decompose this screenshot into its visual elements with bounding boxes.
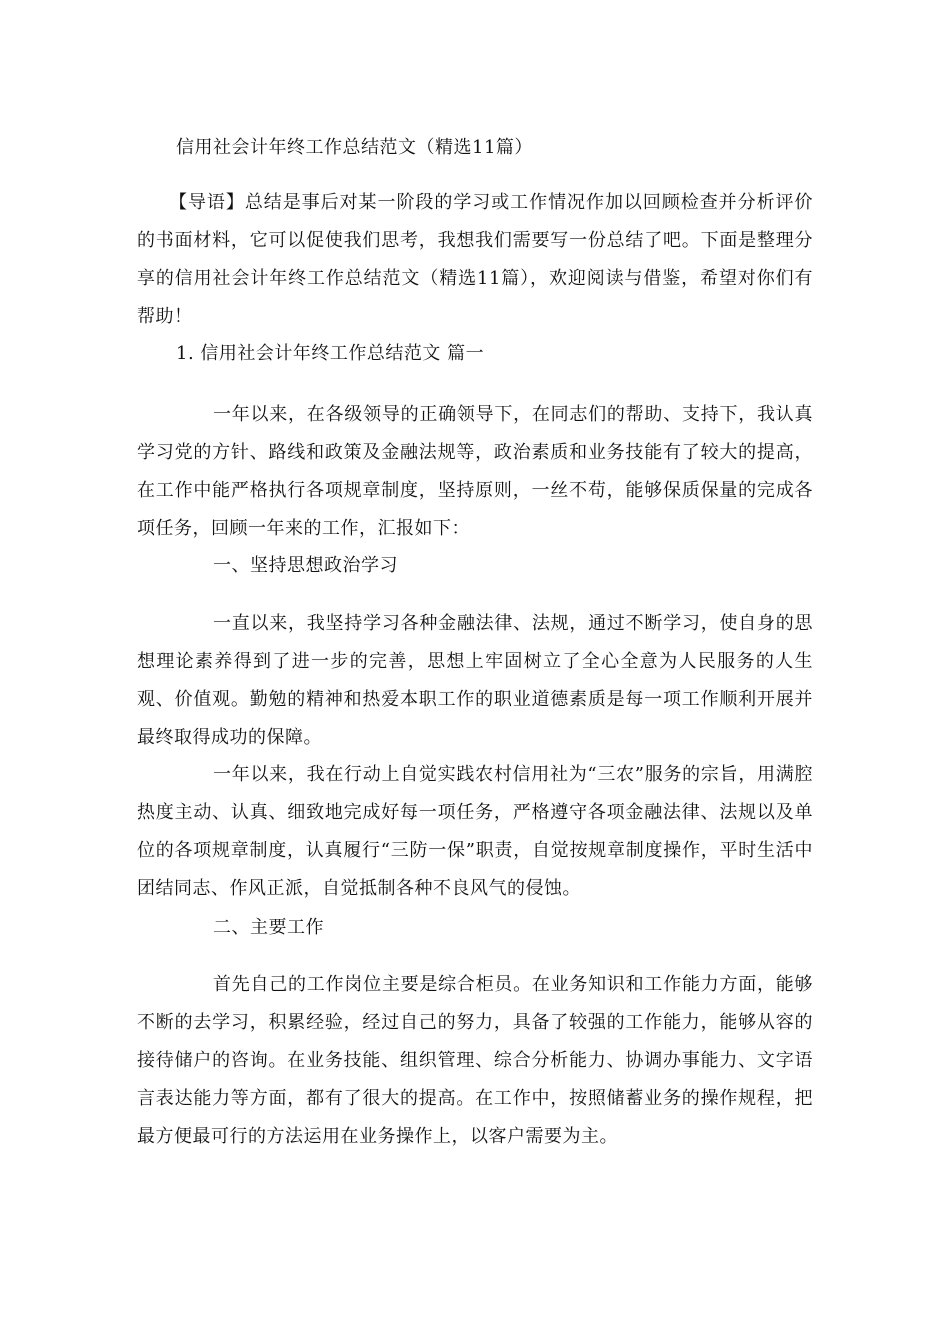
intro-paragraph: 【导语】总结是事后对某一阶段的学习或工作情况作加以回顾检查并分析评价的书面材料，它可以促使我们思考，我想我们需要写一份总结了吧。下面是整理分享的信用社会计年终工作总结范文（精选11篇），欢迎阅读与借鉴，希望对你们有帮助！ — [137, 192, 813, 327]
section-heading-1: 1. 信用社会计年终工作总结范文 篇一 — [176, 343, 485, 364]
paragraph-2: 一直以来，我坚持学习各种金融法律、法规，通过不断学习，使自身的思想理论素养得到了进一步的完善，思想上牢固树立了全心全意为人民服务的人生观、价值观。勤勉的精神和热爱本职工作的职业道德素质是每一项工作顺利开展并最终取得成功的保障。 — [137, 613, 813, 748]
paragraph-4: 首先自己的工作岗位主要是综合柜员。在业务知识和工作能力方面，能够不断的去学习，积累经验，经过自己的努力，具备了较强的工作能力，能够从容的接待储户的咨询。在业务技能、组织管理、综合分析能力、协调办事能力、文字语言表达能力等方面，都有了很大的提高。在工作中，按照储蓄业务的操作规程，把最方便最可行的方法运用在业务操作上，以客户需要为主。 — [137, 974, 813, 1147]
paragraph-1: 一年以来，在各级领导的正确领导下，在同志们的帮助、支持下，我认真学习党的方针、路线和政策及金融法规等，政治素质和业务技能有了较大的提高，在工作中能严格执行各项规章制度，坚持原则，一丝不苟，能够保质保量的完成各项任务，回顾一年来的工作，汇报如下： — [137, 404, 813, 539]
paragraph-3: 一年以来，我在行动上自觉实践农村信用社为“三农”服务的宗旨，用满腔热度主动、认真、细致地完成好每一项任务，严格遵守各项金融法律、法规以及单位的各项规章制度，认真履行“三防一保”职责，自觉按规章制度操作，平时生活中团结同志、作风正派，自觉抵制各种不良风气的侵蚀。 — [137, 764, 813, 899]
subheading-main-work: 二、主要工作 — [213, 917, 324, 938]
subheading-ideology: 一、坚持思想政治学习 — [213, 555, 398, 576]
document-title: 信用社会计年终工作总结范文（精选11篇） — [176, 137, 533, 158]
